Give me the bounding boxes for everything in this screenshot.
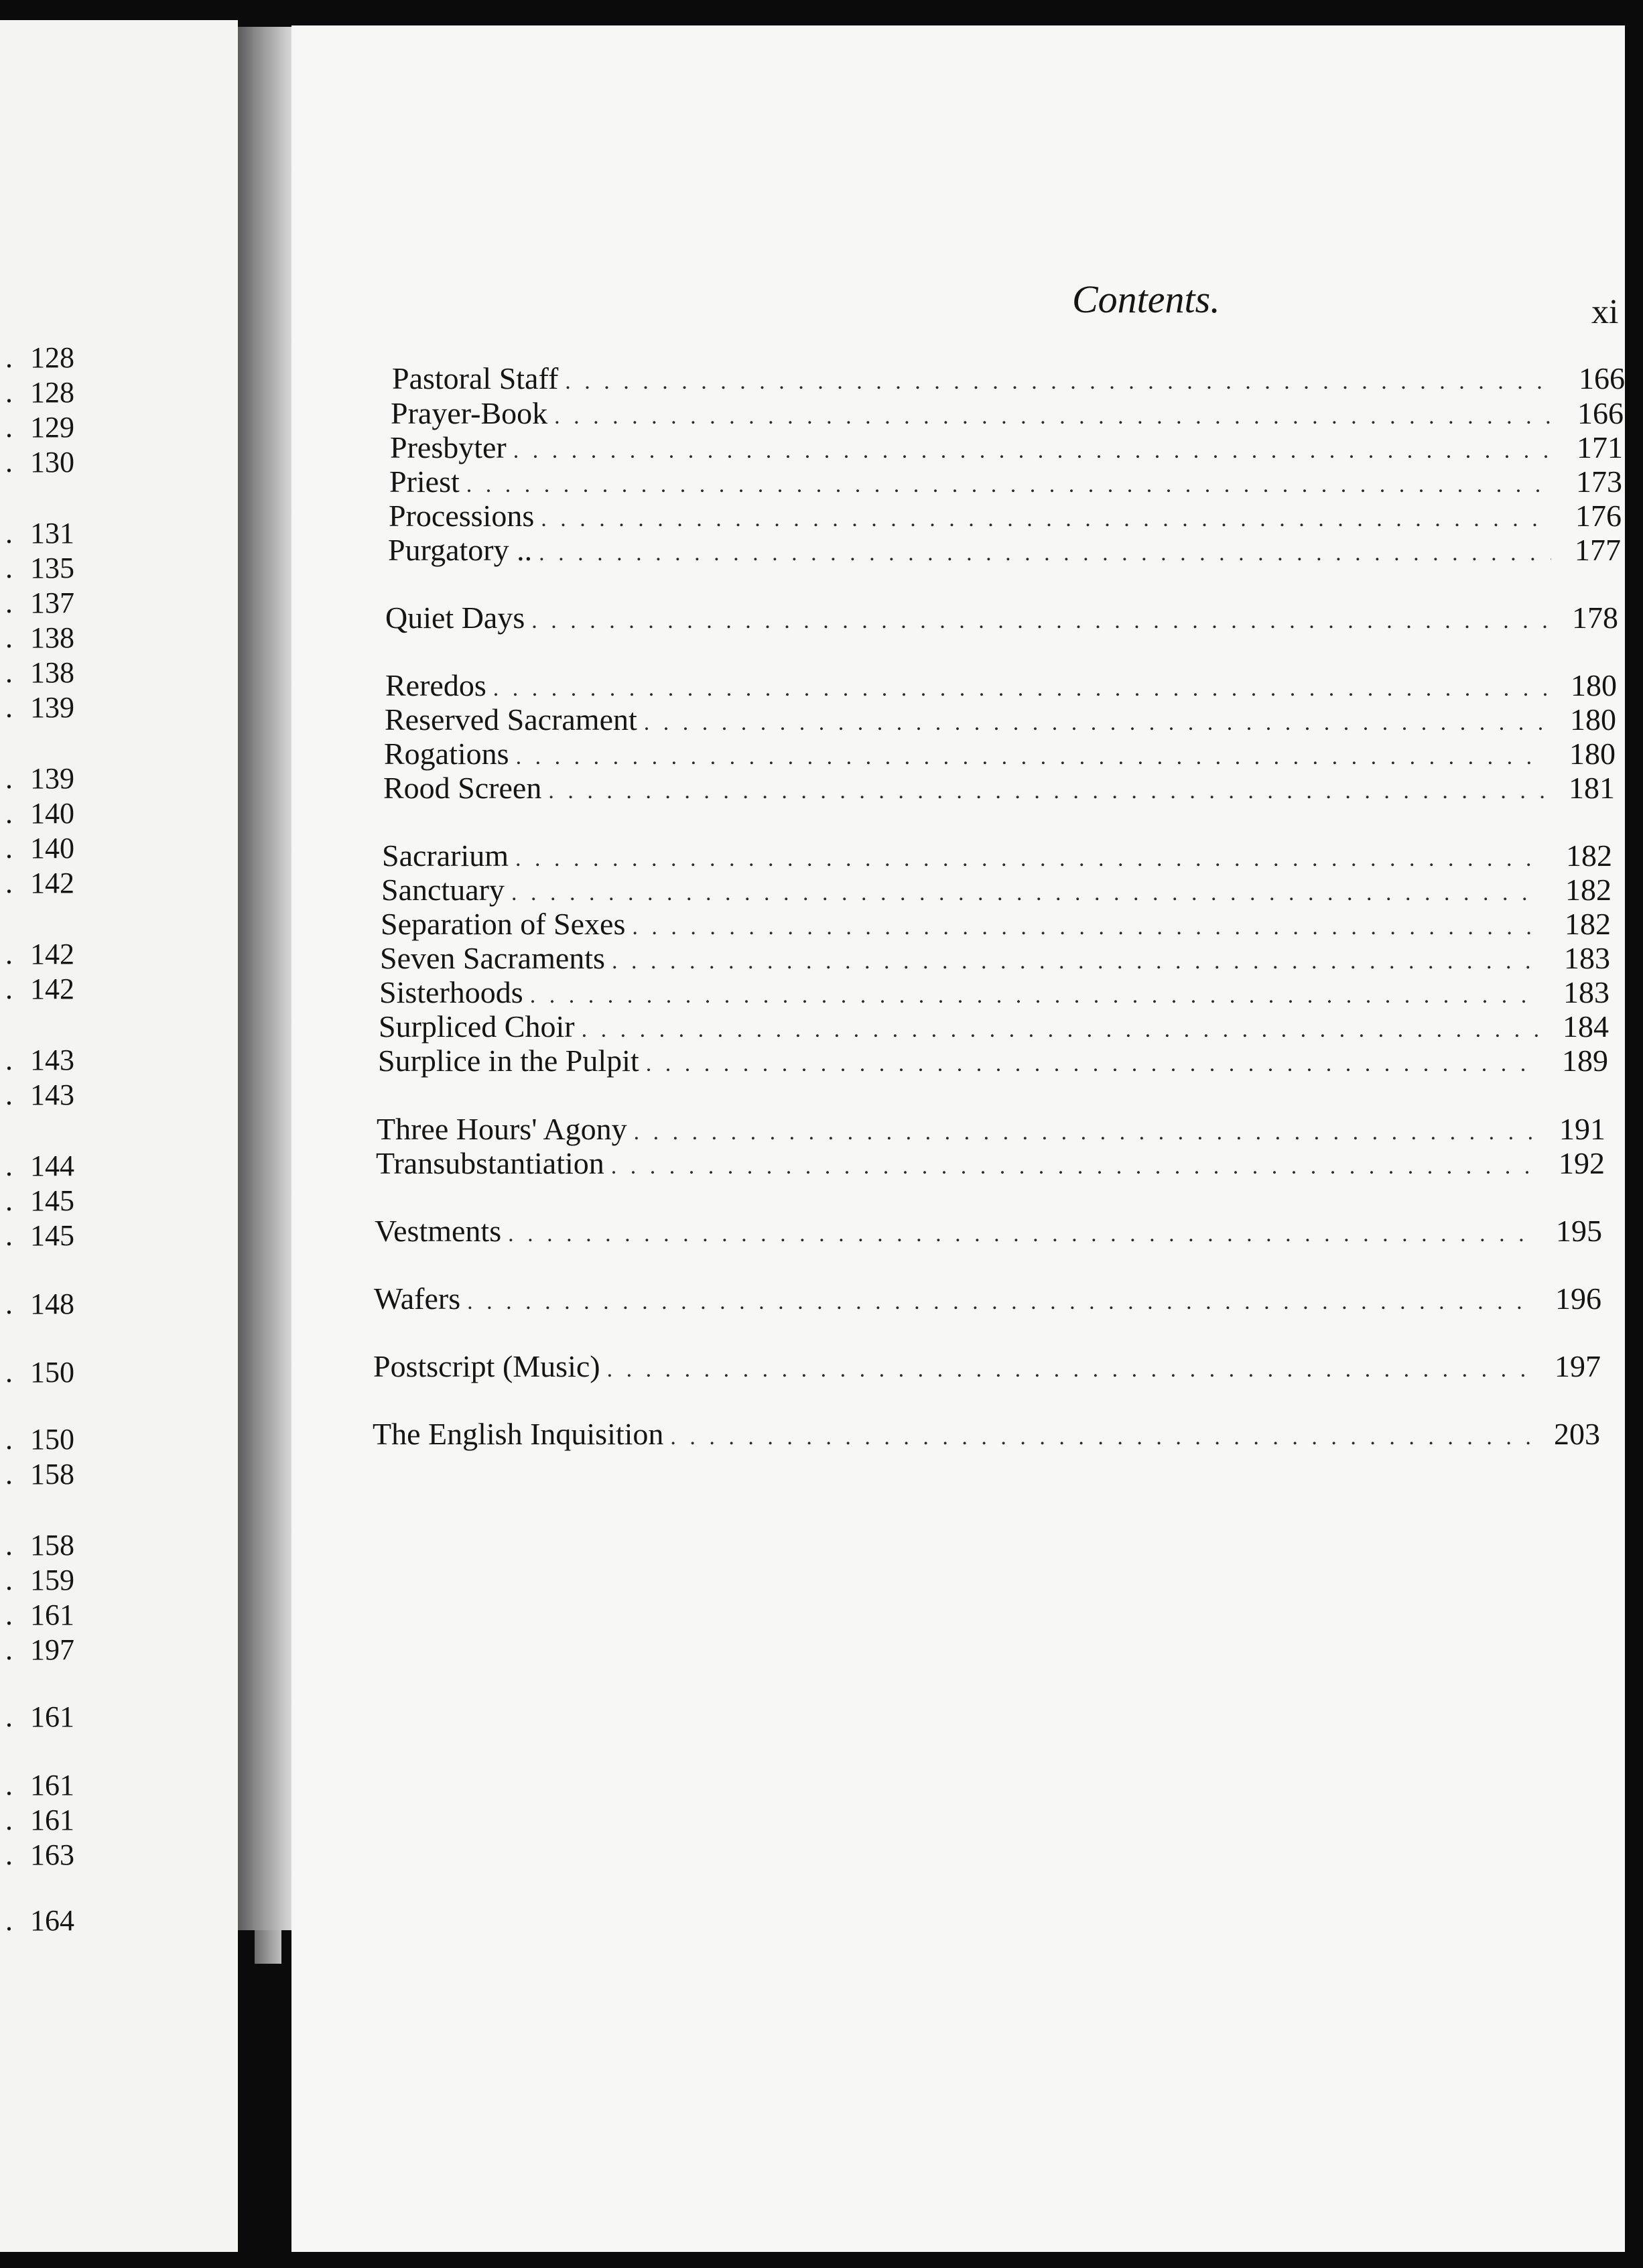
dot-leader	[539, 541, 1551, 566]
dot-leader	[493, 676, 1547, 702]
toc-entry	[383, 770, 1615, 806]
toc-entry	[380, 940, 1610, 976]
toc-entry-label: Vestments	[375, 1214, 502, 1248]
facing-page-number: . 142	[5, 867, 74, 899]
toc-entry	[374, 1281, 1601, 1316]
toc-entry-page: 195	[1556, 1214, 1602, 1248]
toc-entry	[382, 838, 1612, 873]
toc-entry	[377, 1111, 1605, 1147]
dot-leader	[466, 472, 1553, 498]
toc-entry	[376, 1145, 1605, 1181]
toc-entry-page: 191	[1559, 1112, 1605, 1146]
toc-entry-page: 180	[1569, 737, 1616, 771]
toc-entry-page: 184	[1563, 1009, 1609, 1044]
toc-entry-label: Sacrarium	[382, 838, 509, 873]
toc-entry	[375, 1213, 1602, 1249]
toc-entry-label: Presbyter	[390, 430, 507, 464]
facing-page-number: . 140	[5, 797, 74, 830]
toc-entry	[379, 1009, 1609, 1044]
toc-entry-page: 197	[1555, 1349, 1601, 1383]
facing-page-number: . 150	[5, 1356, 74, 1389]
toc-entry-label: Processions	[389, 499, 535, 533]
dot-leader	[548, 779, 1545, 804]
dot-leader	[530, 983, 1540, 1009]
toc-entry	[385, 600, 1618, 635]
facing-page-number: . 197	[5, 1633, 74, 1666]
toc-entry	[389, 498, 1622, 533]
facing-page-number: . 145	[5, 1184, 74, 1217]
toc-entry-label: Prayer-Book	[391, 396, 548, 430]
facing-page-number: . 145	[5, 1219, 74, 1252]
book-gutter	[238, 27, 291, 1930]
toc-entry	[385, 668, 1617, 703]
dot-leader	[565, 369, 1555, 395]
facing-page-number: . 142	[5, 938, 74, 970]
toc-entry	[381, 906, 1611, 942]
dot-leader	[644, 710, 1547, 736]
toc-entry-page: 189	[1562, 1044, 1608, 1078]
toc-entry	[385, 702, 1616, 737]
facing-page-number: . 139	[5, 691, 74, 724]
toc-entry-page: 182	[1565, 873, 1612, 907]
toc-entry-page: 177	[1575, 533, 1621, 567]
dot-leader	[554, 404, 1554, 430]
toc-entry	[384, 736, 1616, 771]
toc-entry-label: Purgatory ..	[388, 533, 533, 567]
dot-leader	[611, 1154, 1535, 1180]
toc-entry-label: The English Inquisition	[373, 1417, 664, 1451]
dot-leader	[607, 1357, 1531, 1383]
facing-page-number: . 158	[5, 1458, 74, 1491]
toc-entry	[379, 974, 1609, 1010]
dot-leader	[582, 1017, 1539, 1043]
facing-page-number: . 163	[5, 1838, 74, 1871]
toc-entry	[390, 430, 1623, 465]
dot-leader	[531, 609, 1549, 634]
facing-page-number: . 150	[5, 1423, 74, 1456]
toc-entry-label: Surpliced Choir	[379, 1009, 575, 1044]
dot-leader	[508, 1222, 1532, 1247]
toc-entry-label: Priest	[389, 464, 460, 499]
toc-entry-label: Separation of Sexes	[381, 907, 626, 941]
toc-entry-label: Transubstantiation	[376, 1146, 604, 1180]
dot-leader	[646, 1052, 1538, 1077]
facing-page-number: . 143	[5, 1044, 74, 1076]
toc-entry-label: Seven Sacraments	[380, 941, 605, 975]
facing-page-number: . 140	[5, 832, 74, 865]
toc-entry-page: 196	[1555, 1281, 1601, 1316]
dot-leader	[632, 915, 1541, 940]
dot-leader	[634, 1120, 1536, 1145]
facing-page-number: . 159	[5, 1564, 74, 1596]
toc-entry-label: Postscript (Music)	[373, 1349, 600, 1383]
facing-page-number: . 158	[5, 1529, 74, 1562]
toc-entry-label: Rogations	[384, 737, 509, 771]
facing-page-number: . 144	[5, 1149, 74, 1182]
facing-page-number: . 137	[5, 586, 74, 619]
toc-entry-page: 181	[1569, 771, 1615, 805]
facing-page-number: . 130	[5, 446, 74, 479]
toc-entry-page: 182	[1566, 838, 1612, 873]
toc-entry-page: 183	[1563, 975, 1609, 1009]
toc-entry	[381, 872, 1612, 907]
toc-entry-label: Surplice in the Pulpit	[378, 1044, 639, 1078]
facing-page-number: . 143	[5, 1078, 74, 1111]
facing-page-number: . 138	[5, 621, 74, 654]
facing-page-number: . 139	[5, 762, 74, 795]
toc-entry-page: 173	[1576, 464, 1622, 499]
toc-entry-label: Quiet Days	[385, 601, 525, 635]
toc-entry-page: 182	[1565, 907, 1611, 941]
running-head-title: Contents.	[1072, 277, 1220, 321]
toc-entry	[378, 1043, 1608, 1078]
toc-entry-page: 203	[1554, 1417, 1600, 1451]
toc-entry-label: Sanctuary	[381, 873, 505, 907]
toc-entry-label: Reredos	[385, 668, 486, 702]
toc-entry	[391, 395, 1624, 431]
toc-entry	[392, 361, 1625, 396]
contents-page	[291, 25, 1625, 2252]
facing-page	[0, 20, 238, 2252]
facing-page-number: . 131	[5, 517, 74, 550]
toc-entry	[388, 532, 1621, 568]
dot-leader	[513, 438, 1553, 464]
dot-leader	[511, 881, 1542, 906]
toc-entry-page: 171	[1577, 430, 1623, 464]
dot-leader	[541, 507, 1552, 532]
toc-entry-page: 176	[1575, 499, 1622, 533]
toc-entry-label: Reserved Sacrament	[385, 702, 637, 737]
toc-entry-label: Pastoral Staff	[392, 361, 559, 395]
facing-page-number: . 161	[5, 1804, 74, 1836]
toc-entry-page: 166	[1577, 396, 1624, 430]
toc-entry-label: Wafers	[374, 1281, 461, 1316]
facing-page-number: . 142	[5, 972, 74, 1005]
toc-entry-label: Rood Screen	[383, 771, 542, 805]
facing-page-number: . 161	[5, 1700, 74, 1733]
dot-leader	[670, 1425, 1530, 1450]
dot-leader	[612, 949, 1540, 974]
facing-page-number: . 128	[5, 341, 74, 374]
facing-page-number: . 164	[5, 1904, 74, 1937]
toc-entry-label: Sisterhoods	[379, 975, 523, 1009]
facing-page-number: . 135	[5, 552, 74, 584]
toc-entry-page: 180	[1571, 668, 1617, 702]
toc-entry-label: Three Hours' Agony	[377, 1112, 627, 1146]
toc-entry-page: 183	[1564, 941, 1610, 975]
toc-entry-page: 192	[1559, 1146, 1605, 1180]
dot-leader	[515, 846, 1542, 872]
toc-entry	[389, 464, 1622, 499]
dot-leader	[467, 1289, 1532, 1315]
facing-page-number: . 138	[5, 656, 74, 689]
toc-entry-page: 166	[1579, 361, 1625, 395]
toc-entry-page: 178	[1572, 601, 1618, 635]
dot-leader	[516, 745, 1546, 770]
toc-entry	[373, 1348, 1601, 1384]
book-gutter-edge	[255, 1930, 281, 1964]
facing-page-number: . 129	[5, 411, 74, 444]
page-folio: xi	[1591, 293, 1619, 331]
facing-page-number: . 128	[5, 376, 74, 409]
facing-page-number: . 148	[5, 1287, 74, 1320]
toc-entry-page: 180	[1570, 702, 1616, 737]
toc-entry	[373, 1416, 1600, 1452]
facing-page-number: . 161	[5, 1769, 74, 1802]
facing-page-number: . 161	[5, 1598, 74, 1631]
